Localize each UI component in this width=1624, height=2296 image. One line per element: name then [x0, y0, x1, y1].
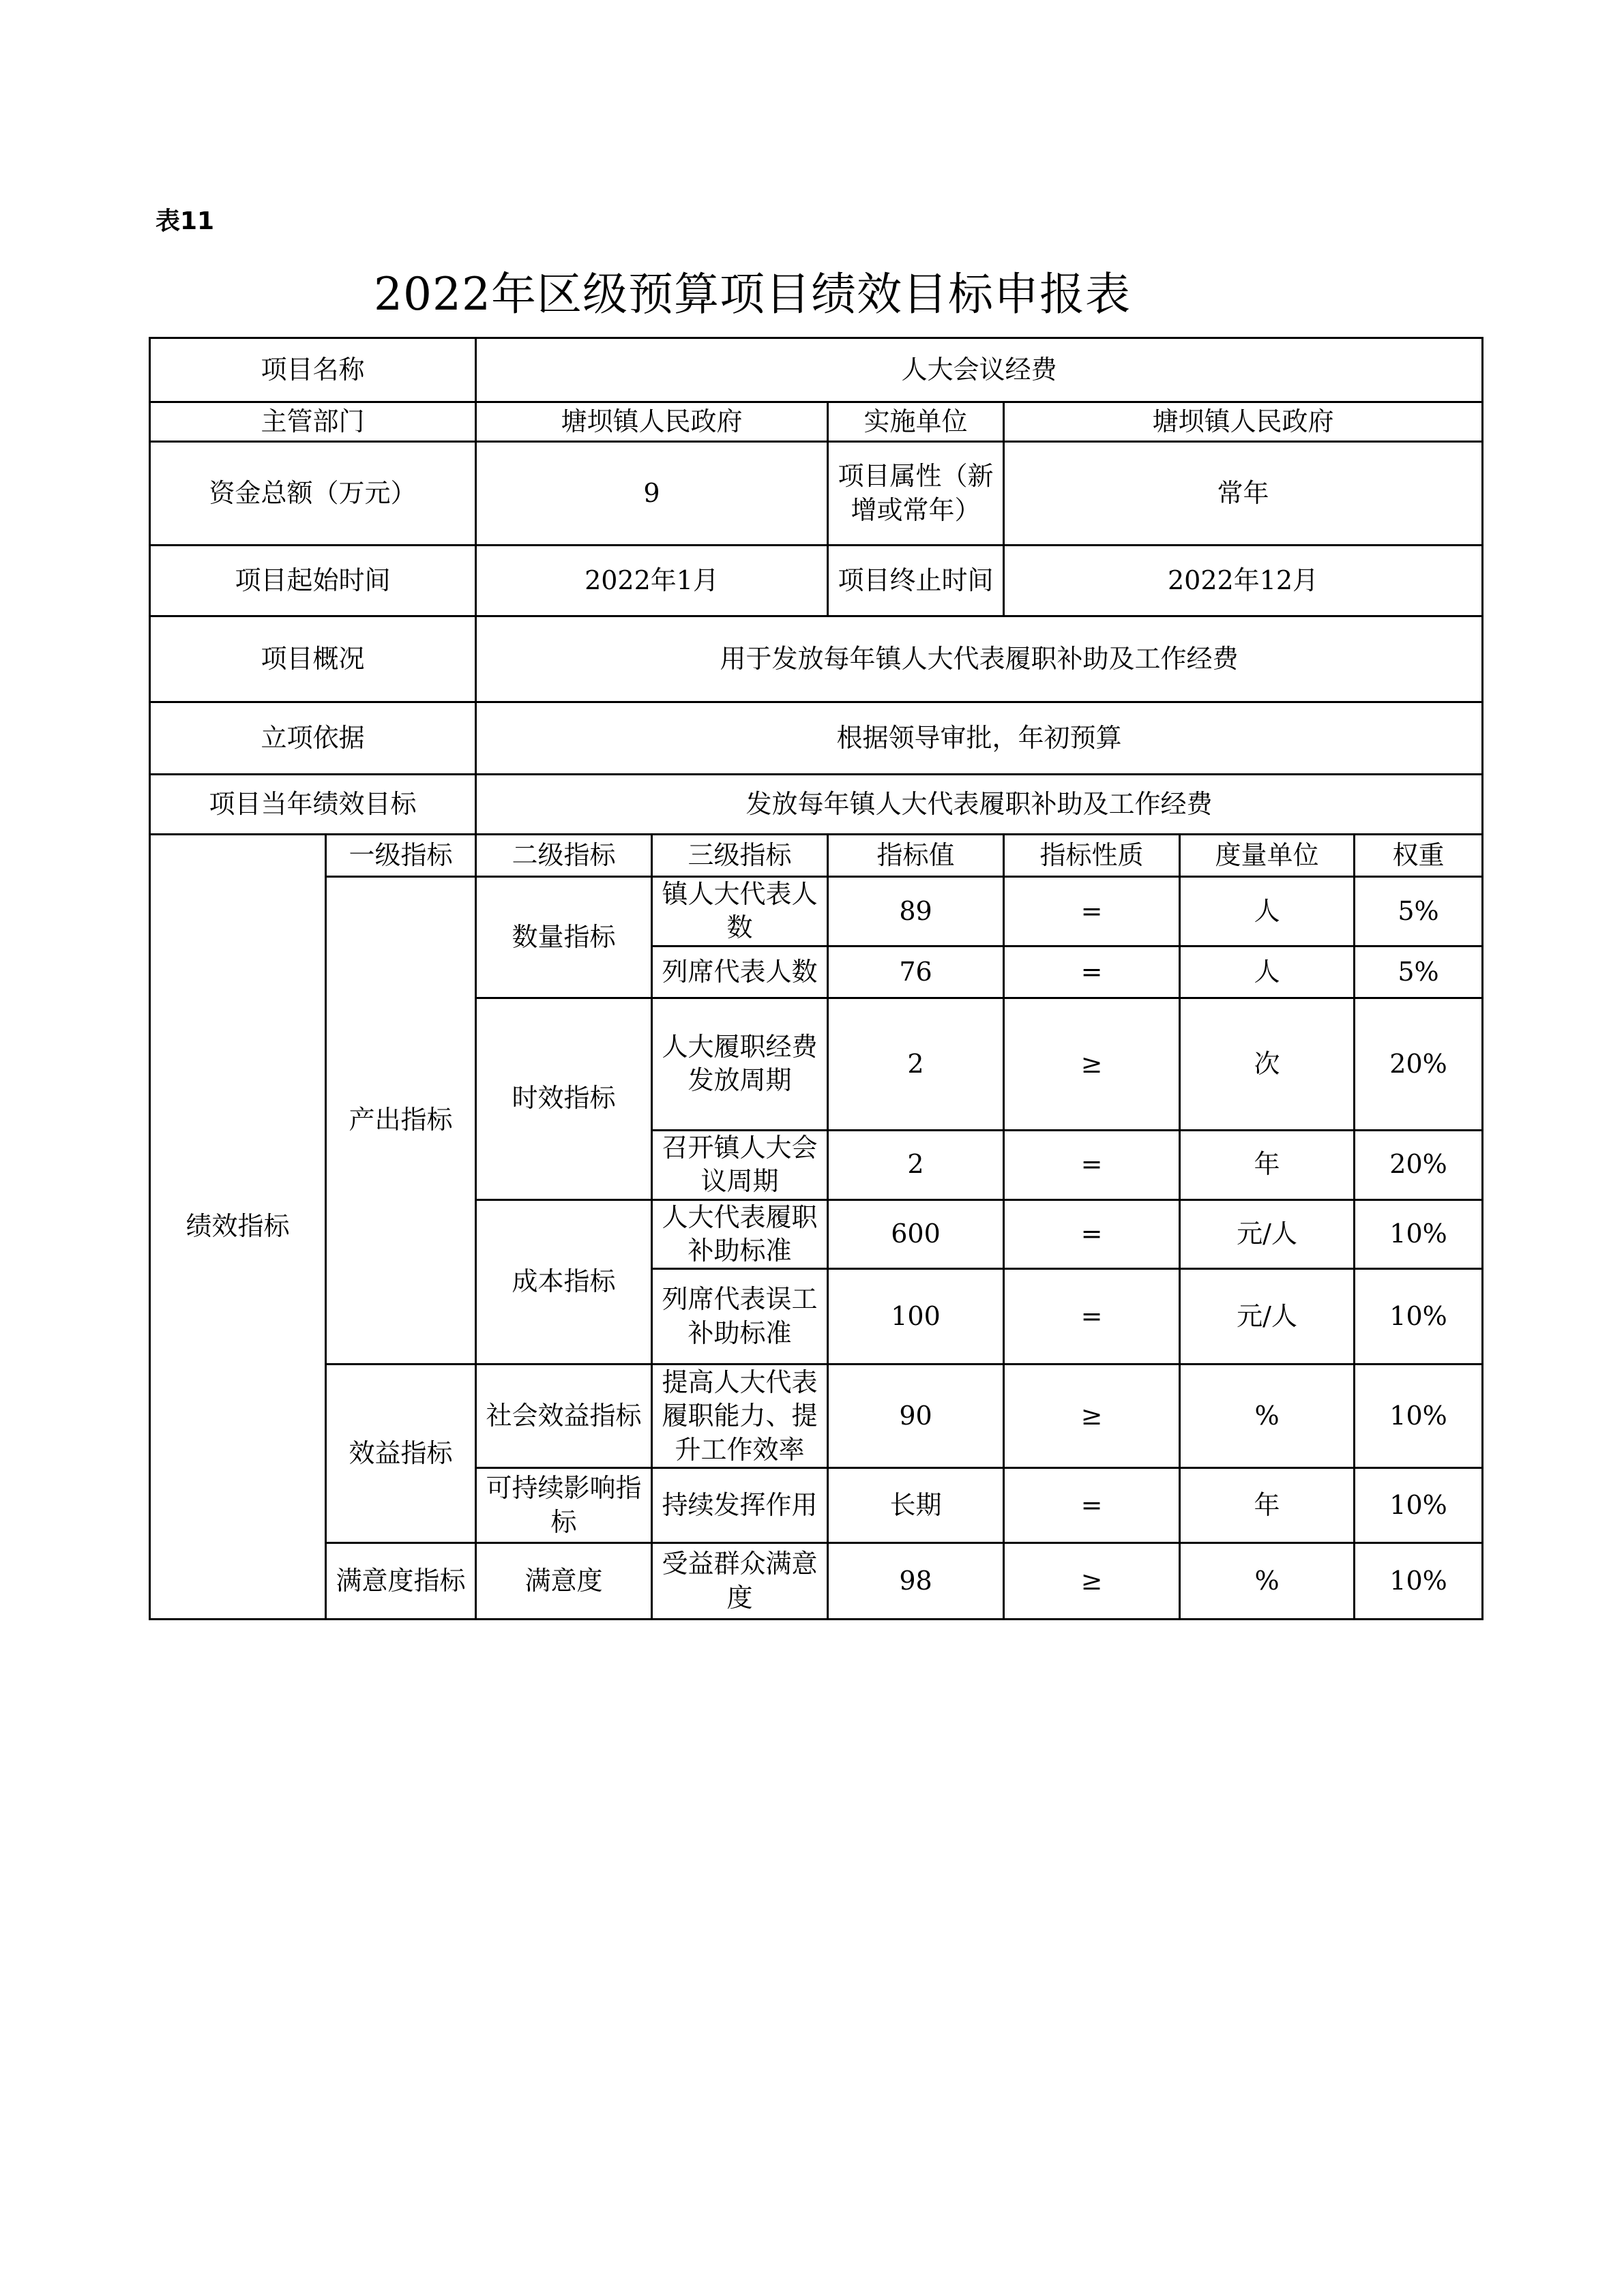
- project-name-value: 人大会议经费: [476, 338, 1483, 402]
- header-level2: 二级指标: [476, 835, 652, 877]
- end-label: 项目终止时间: [828, 546, 1004, 616]
- indicators-section-label: 绩效指标: [150, 835, 326, 1620]
- indicator-unit: %: [1180, 1365, 1355, 1468]
- indicator-name: 召开镇人大会议周期: [652, 1130, 828, 1199]
- start-label: 项目起始时间: [150, 546, 476, 616]
- indicator-weight: 10%: [1355, 1365, 1483, 1468]
- indicator-weight: 5%: [1355, 877, 1483, 946]
- indicator-value: 长期: [828, 1468, 1004, 1543]
- level2-social: 社会效益指标: [476, 1365, 652, 1468]
- indicator-unit: 元/人: [1180, 1269, 1355, 1365]
- indicator-nature: =: [1004, 946, 1180, 998]
- header-level1: 一级指标: [326, 835, 476, 877]
- level1-satisfaction: 满意度指标: [326, 1543, 476, 1620]
- indicator-weight: 20%: [1355, 1130, 1483, 1199]
- period-row: [150, 546, 1483, 616]
- indicator-nature: =: [1004, 1468, 1180, 1543]
- indicator-unit: 人: [1180, 946, 1355, 998]
- dept-label: 主管部门: [150, 402, 476, 442]
- impl-value: 塘坝镇人民政府: [1004, 402, 1483, 442]
- funds-row: [150, 442, 1483, 546]
- funds-label: 资金总额（万元）: [150, 442, 476, 546]
- indicator-unit: 人: [1180, 877, 1355, 946]
- header-level3: 三级指标: [652, 835, 828, 877]
- funds-value: 9: [476, 442, 828, 546]
- indicator-weight: 10%: [1355, 1543, 1483, 1620]
- project-name-row: [150, 338, 1483, 402]
- indicator-nature: =: [1004, 1269, 1180, 1365]
- basis-row: [150, 702, 1483, 775]
- header-nature: 指标性质: [1004, 835, 1180, 877]
- indicator-weight: 10%: [1355, 1199, 1483, 1269]
- overview-label: 项目概况: [150, 616, 476, 702]
- indicator-nature: =: [1004, 877, 1180, 946]
- level2-satisfaction: 满意度: [476, 1543, 652, 1620]
- indicator-nature: ≥: [1004, 1365, 1180, 1468]
- table-number: 表11: [156, 207, 215, 235]
- indicator-unit: 年: [1180, 1130, 1355, 1199]
- indicator-header-row: [150, 835, 1483, 877]
- indicator-unit: 次: [1180, 998, 1355, 1130]
- header-weight: 权重: [1355, 835, 1483, 877]
- goal-row: [150, 775, 1483, 835]
- indicator-weight: 5%: [1355, 946, 1483, 998]
- indicator-unit: %: [1180, 1543, 1355, 1620]
- start-value: 2022年1月: [476, 546, 828, 616]
- indicator-weight: 20%: [1355, 998, 1483, 1130]
- indicator-unit: 元/人: [1180, 1199, 1355, 1269]
- indicator-value: 98: [828, 1543, 1004, 1620]
- level2-quantity: 数量指标: [476, 877, 652, 998]
- level1-output: 产出指标: [326, 877, 476, 1365]
- overview-value: 用于发放每年镇人大代表履职补助及工作经费: [476, 616, 1483, 702]
- indicator-name: 人大代表履职补助标准: [652, 1199, 828, 1269]
- indicator-name: 人大履职经费发放周期: [652, 998, 828, 1130]
- indicator-row: [150, 877, 1483, 946]
- indicator-value: 2: [828, 998, 1004, 1130]
- document-title: 2022年区级预算项目绩效目标申报表: [374, 268, 1131, 320]
- basis-value: 根据领导审批，年初预算: [476, 702, 1483, 775]
- indicator-row: [150, 1543, 1483, 1620]
- indicator-value: 600: [828, 1199, 1004, 1269]
- indicator-weight: 10%: [1355, 1468, 1483, 1543]
- indicator-name: 受益群众满意度: [652, 1543, 828, 1620]
- goal-value: 发放每年镇人大代表履职补助及工作经费: [476, 775, 1483, 835]
- header-unit: 度量单位: [1180, 835, 1355, 877]
- indicator-name: 持续发挥作用: [652, 1468, 828, 1543]
- header-value: 指标值: [828, 835, 1004, 877]
- attr-value: 常年: [1004, 442, 1483, 546]
- indicator-value: 2: [828, 1130, 1004, 1199]
- project-name-label: 项目名称: [150, 338, 476, 402]
- indicator-name: 镇人大代表人数: [652, 877, 828, 946]
- attr-label: 项目属性（新增或常年）: [828, 442, 1004, 546]
- indicator-nature: =: [1004, 1130, 1180, 1199]
- indicator-weight: 10%: [1355, 1269, 1483, 1365]
- impl-label: 实施单位: [828, 402, 1004, 442]
- indicator-nature: ≥: [1004, 1543, 1180, 1620]
- indicator-value: 89: [828, 877, 1004, 946]
- department-row: [150, 402, 1483, 442]
- indicator-nature: ≥: [1004, 998, 1180, 1130]
- indicator-value: 90: [828, 1365, 1004, 1468]
- indicator-row: [150, 1365, 1483, 1468]
- indicator-value: 76: [828, 946, 1004, 998]
- performance-form-table: [149, 337, 1483, 1620]
- level1-effect: 效益指标: [326, 1365, 476, 1543]
- basis-label: 立项依据: [150, 702, 476, 775]
- end-value: 2022年12月: [1004, 546, 1483, 616]
- indicator-name: 列席代表误工补助标准: [652, 1269, 828, 1365]
- overview-row: [150, 616, 1483, 702]
- indicator-name: 提高人大代表履职能力、提升工作效率: [652, 1365, 828, 1468]
- level2-sustainable: 可持续影响指标: [476, 1468, 652, 1543]
- level2-timeliness: 时效指标: [476, 998, 652, 1199]
- indicator-name: 列席代表人数: [652, 946, 828, 998]
- indicator-unit: 年: [1180, 1468, 1355, 1543]
- indicator-nature: =: [1004, 1199, 1180, 1269]
- dept-value: 塘坝镇人民政府: [476, 402, 828, 442]
- goal-label: 项目当年绩效目标: [150, 775, 476, 835]
- indicator-value: 100: [828, 1269, 1004, 1365]
- level2-cost: 成本指标: [476, 1199, 652, 1365]
